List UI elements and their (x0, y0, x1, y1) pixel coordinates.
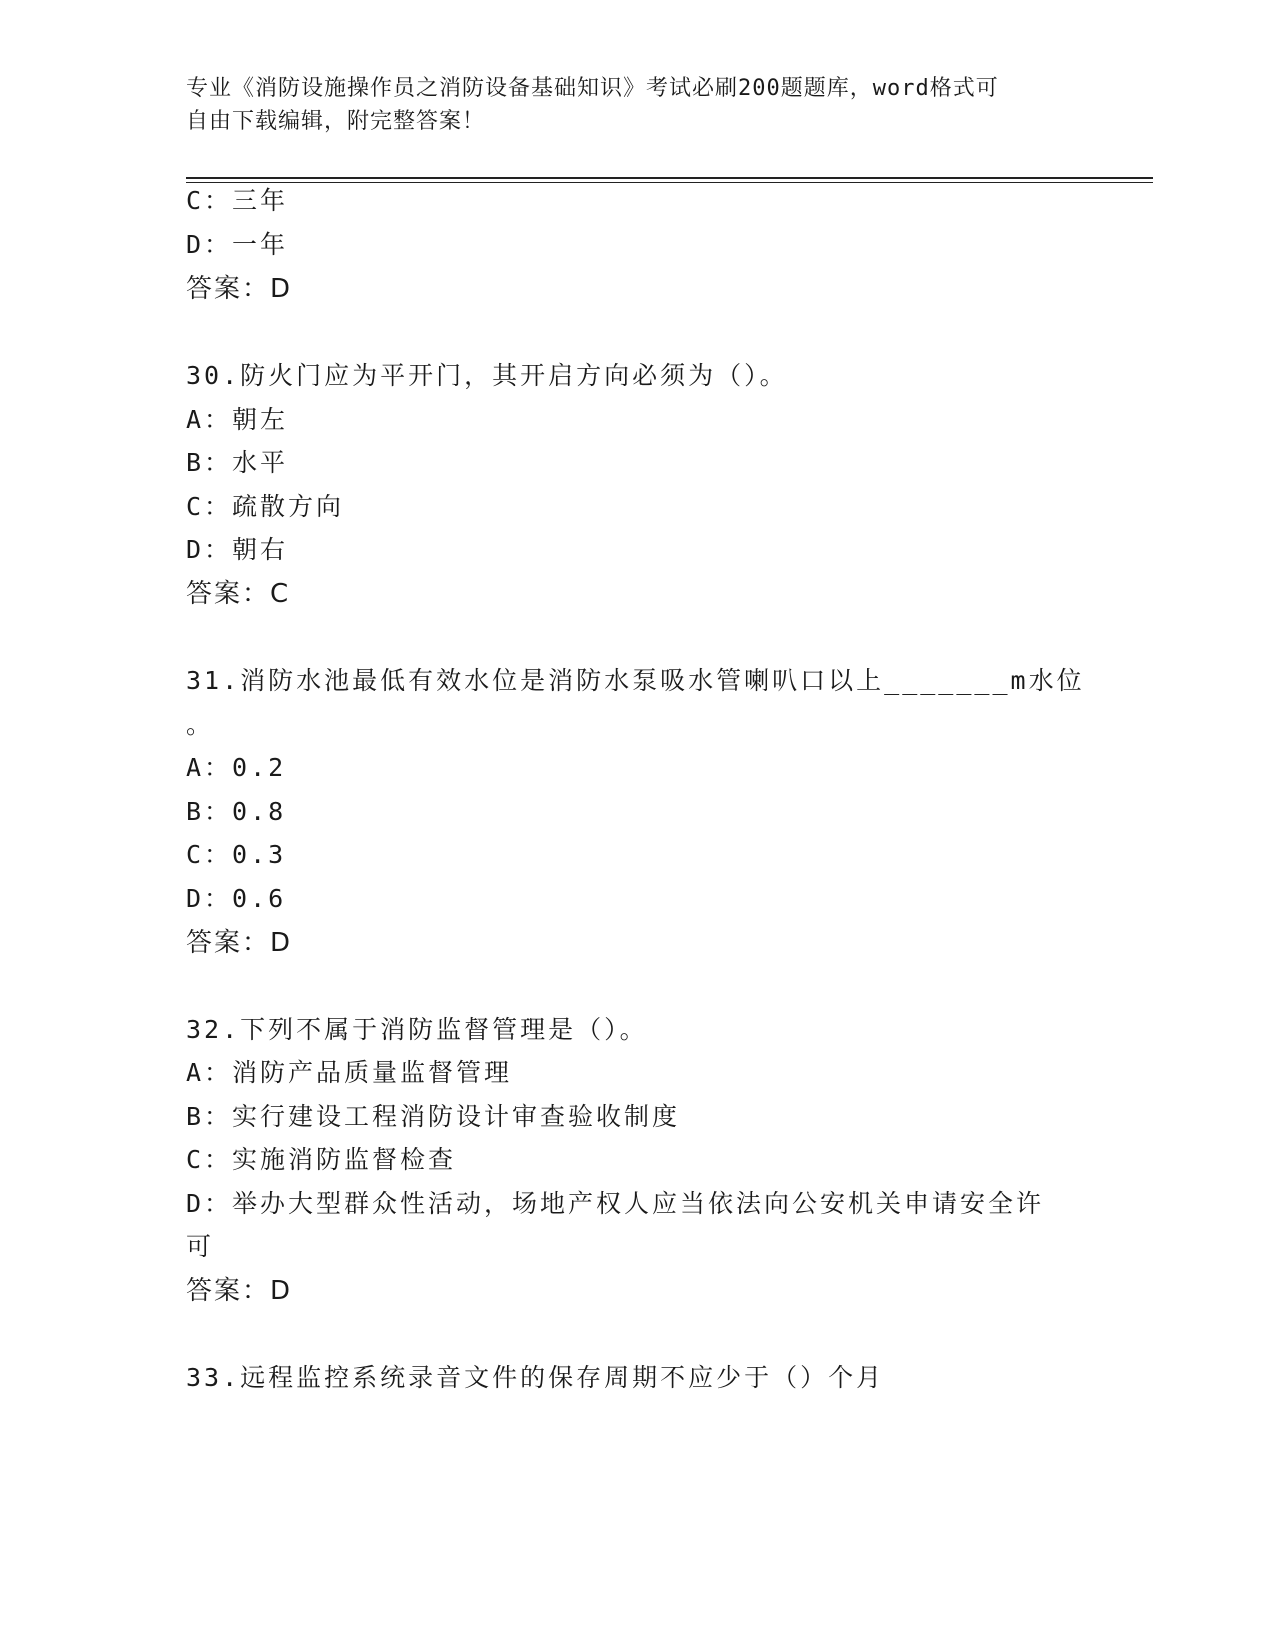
q30-answer: 答案：C (186, 579, 291, 609)
question-32: 32.下列不属于消防监督管理是（）。 (186, 1015, 648, 1044)
q32-option-c: C：实施消防监督检查 (186, 1145, 457, 1174)
q32-answer: 答案：D (186, 1276, 293, 1306)
option-d: D：一年 (186, 230, 289, 259)
header-line-1: 专业《消防设施操作员之消防设备基础知识》考试必刷200题题库，word格式可 (186, 76, 999, 101)
q31-option-b: B：0.8 (186, 797, 287, 826)
q32-option-a: A：消防产品质量监督管理 (186, 1058, 513, 1087)
q31-option-d: D：0.6 (186, 884, 287, 913)
q31-option-a: A：0.2 (186, 753, 287, 782)
q30-option-b: B：水平 (186, 448, 289, 477)
q30-option-a: A：朝左 (186, 405, 289, 434)
q30-option-c: C：疏散方向 (186, 492, 345, 521)
header-divider-thin (186, 182, 1153, 183)
option-c: C：三年 (186, 186, 289, 215)
document-header (186, 72, 1066, 138)
q32-option-b: B：实行建设工程消防设计审查验收制度 (186, 1102, 681, 1131)
q32-option-d: D：举办大型群众性活动，场地产权人应当依法向公安机关申请安全许 (186, 1189, 1045, 1218)
header-divider-thick (186, 177, 1153, 179)
answer: 答案：D (186, 274, 293, 304)
header-line-2: 自由下载编辑，附完整答案！ (186, 109, 486, 134)
question-31: 31.消防水池最低有效水位是消防水泵吸水管喇叭口以上_______m水位 (186, 666, 1085, 695)
question-33: 33.远程监控系统录音文件的保存周期不应少于（）个月 (186, 1363, 885, 1392)
q30-option-d: D：朝右 (186, 535, 289, 564)
question-31-continuation: 。 (186, 710, 215, 739)
question-30: 30.防火门应为平开门，其开启方向必须为（）。 (186, 361, 788, 390)
q32-option-d-continuation: 可 (186, 1232, 215, 1261)
q31-answer: 答案：D (186, 928, 293, 958)
q31-option-c: C：0.3 (186, 840, 287, 869)
